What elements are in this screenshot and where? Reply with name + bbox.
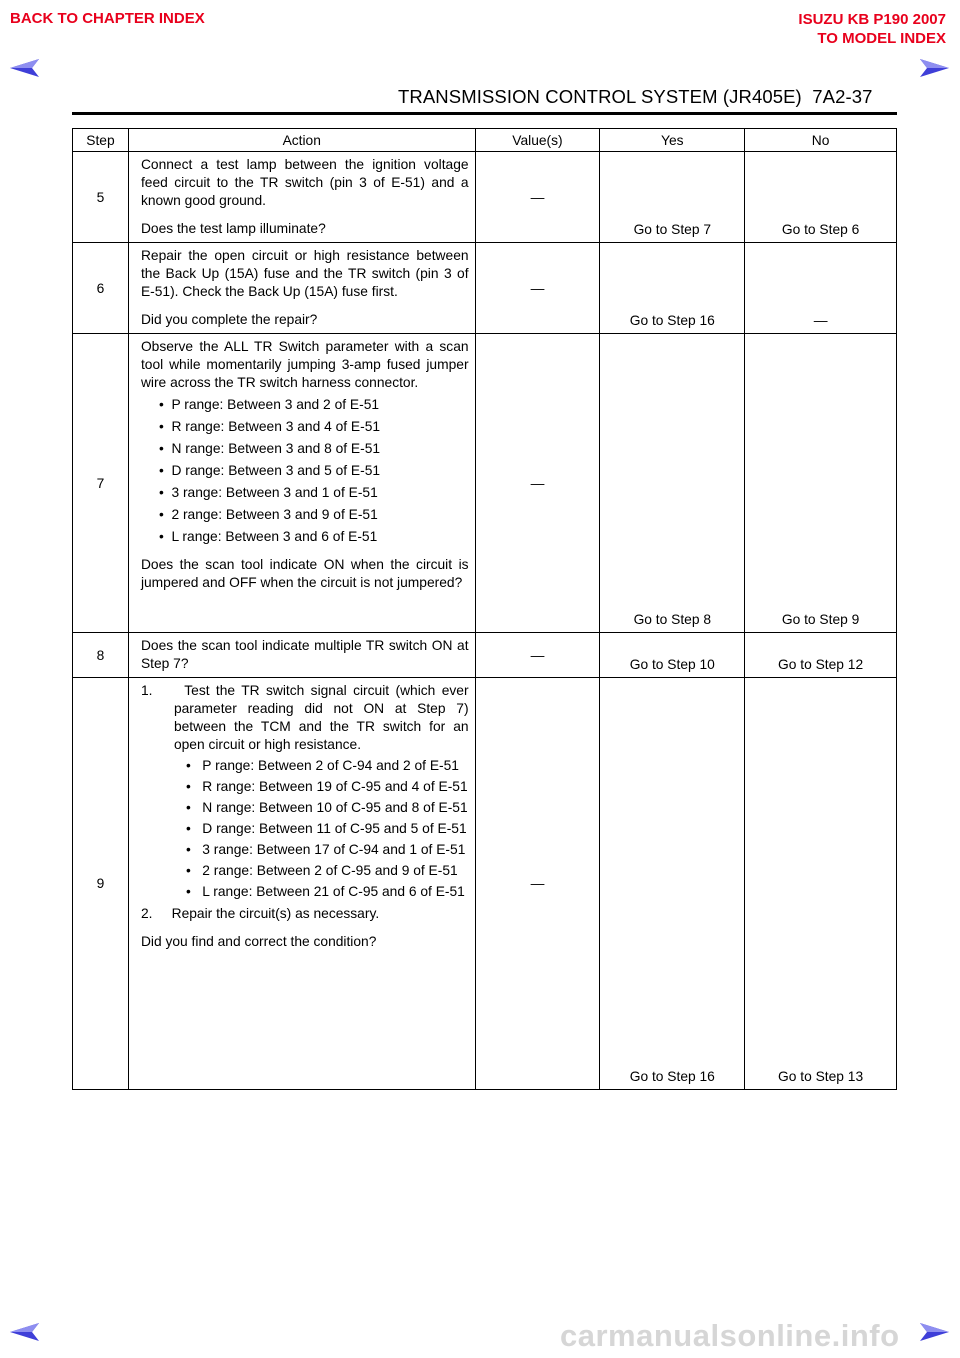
- value-cell: —: [475, 152, 600, 243]
- no-cell: Go to Step 9: [745, 334, 897, 633]
- action-cell: [128, 678, 475, 1090]
- column-header-yes: Yes: [600, 129, 745, 152]
- numbered-item-1: 1. Test the TR switch signal circuit (which ever parameter reading did not ON at Step 7) between the TCM and the TR switch for an open circuit or high resistance.: [140, 683, 469, 752]
- yes-cell: Go to Step 16: [600, 243, 745, 334]
- step-number: 9: [73, 678, 129, 1090]
- page-header: [398, 86, 873, 108]
- action-text: Repair the open circuit or high resistance between the Back Up (15A) fuse and the TR switch (pin 3 of E-51). Check the Back Up (15A) fuse first.: [140, 248, 469, 299]
- action-question: Does the test lamp illuminate?: [140, 221, 326, 236]
- model-index-block[interactable]: [798, 10, 946, 48]
- yes-cell: Go to Step 8: [600, 334, 745, 633]
- action-question: Did you complete the repair?: [140, 312, 318, 327]
- action-question: Does the scan tool indicate ON when the circuit is jumpered and OFF when the circuit is not jumpered?: [140, 557, 469, 590]
- list-item: • R range: Between 19 of C-95 and 4 of E-51: [185, 779, 468, 794]
- list-item: • 3 range: Between 3 and 1 of E-51: [158, 485, 378, 500]
- no-cell: Go to Step 6: [745, 152, 897, 243]
- table-row-step-8: [73, 633, 897, 678]
- action-text: Connect a test lamp between the ignition voltage feed circuit to the TR switch (pin 3 of E-51) and a known good ground.: [140, 157, 469, 208]
- back-to-chapter-index-link[interactable]: BACK TO CHAPTER INDEX: [10, 10, 205, 27]
- list-item: • 2 range: Between 2 of C-95 and 9 of E-51: [185, 863, 458, 878]
- table-row-step-9: [73, 678, 897, 1090]
- table-row-step-5: [73, 152, 897, 243]
- list-item: • D range: Between 3 and 5 of E-51: [158, 463, 381, 478]
- page-title: TRANSMISSION CONTROL SYSTEM (JR405E): [398, 86, 802, 107]
- step-number: 7: [73, 334, 129, 633]
- step-number: 6: [73, 243, 129, 334]
- previous-page-bottom-arrow-icon[interactable]: [10, 1322, 40, 1342]
- list-item: • L range: Between 3 and 6 of E-51: [158, 529, 378, 544]
- no-cell: Go to Step 13: [745, 678, 897, 1090]
- page-number: 7A2-37: [812, 86, 873, 107]
- previous-page-arrow-icon[interactable]: [10, 58, 40, 78]
- next-page-arrow-icon[interactable]: [920, 58, 950, 78]
- step-number: 8: [73, 633, 129, 678]
- action-cell: [128, 152, 475, 243]
- list-item: • 3 range: Between 17 of C-94 and 1 of E-51: [185, 842, 466, 857]
- numbered-item-2: 2. Repair the circuit(s) as necessary.: [140, 906, 380, 921]
- list-item: • L range: Between 21 of C-95 and 6 of E-51: [185, 884, 465, 899]
- list-item: • P range: Between 3 and 2 of E-51: [158, 397, 380, 412]
- column-header-no: No: [745, 129, 897, 152]
- action-question: Did you find and correct the condition?: [140, 934, 377, 949]
- no-cell: —: [745, 243, 897, 334]
- action-text: Does the scan tool indicate multiple TR switch ON at Step 7?: [140, 638, 469, 671]
- model-title[interactable]: ISUZU KB P190 2007: [798, 11, 946, 28]
- to-model-index-link[interactable]: TO MODEL INDEX: [817, 30, 946, 47]
- no-cell: Go to Step 12: [745, 633, 897, 678]
- value-cell: —: [475, 633, 600, 678]
- value-cell: —: [475, 678, 600, 1090]
- table-header-row: [73, 129, 897, 152]
- column-header-step: Step: [73, 129, 129, 152]
- list-item: • P range: Between 2 of C-94 and 2 of E-51: [185, 758, 459, 773]
- watermark: carmanualsonline.info: [560, 1318, 900, 1353]
- list-item: • N range: Between 3 and 8 of E-51: [158, 441, 381, 456]
- action-cell: [128, 633, 475, 678]
- yes-cell: Go to Step 16: [600, 678, 745, 1090]
- list-item: • N range: Between 10 of C-95 and 8 of E-51: [185, 800, 468, 815]
- list-item: • D range: Between 11 of C-95 and 5 of E-51: [185, 821, 467, 836]
- list-item: • R range: Between 3 and 4 of E-51: [158, 419, 381, 434]
- action-cell: [128, 334, 475, 633]
- diagnostic-table: [72, 128, 897, 1090]
- yes-cell: Go to Step 7: [600, 152, 745, 243]
- action-cell: [128, 243, 475, 334]
- header-divider: [72, 112, 897, 115]
- yes-cell: Go to Step 10: [600, 633, 745, 678]
- value-cell: —: [475, 243, 600, 334]
- column-header-action: Action: [128, 129, 475, 152]
- table-row-step-7: [73, 334, 897, 633]
- value-cell: —: [475, 334, 600, 633]
- column-header-values: Value(s): [475, 129, 600, 152]
- list-item: • 2 range: Between 3 and 9 of E-51: [158, 507, 378, 522]
- action-text: Observe the ALL TR Switch parameter with a scan tool while momentarily jumping 3-amp fused jumper wire across the TR switch harness connector.: [140, 339, 469, 390]
- table-row-step-6: [73, 243, 897, 334]
- step-number: 5: [73, 152, 129, 243]
- next-page-bottom-arrow-icon[interactable]: [920, 1322, 950, 1342]
